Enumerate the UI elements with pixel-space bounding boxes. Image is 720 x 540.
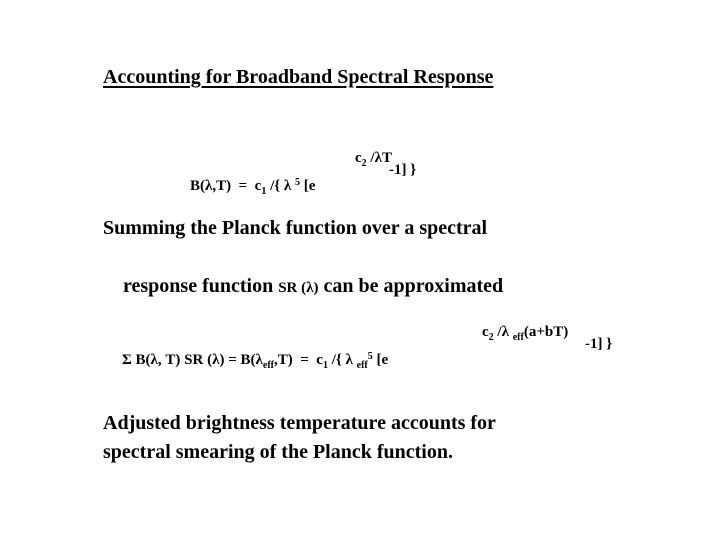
eq1-exponent	[340, 136, 392, 184]
eq1-lhs: B(λ,T) = c	[190, 178, 262, 194]
eq2-exponent	[467, 310, 568, 358]
eq1-main	[175, 163, 315, 212]
eq2-main	[107, 337, 388, 386]
eq2-power: 5	[367, 351, 373, 362]
para1-spectral-response: SR (λ)	[278, 280, 319, 296]
eq2-c1-subscript: 1	[322, 360, 328, 371]
paragraph-2-line-1: Adjusted brightness temperature accounts for	[103, 412, 496, 434]
eq2-lhs-eff-subscript: eff	[262, 360, 274, 371]
para1-line2-b: can be approximated	[318, 275, 504, 297]
eq1-exp-c-subscript: 2	[361, 158, 367, 169]
eq2-lhs: Σ B(λ, T) SR (λ) = B(λ	[122, 352, 263, 368]
eq2-exp-end: T)	[553, 324, 569, 340]
slide-title: Accounting for Broadband Spectral Response	[103, 66, 494, 88]
paragraph-1-line-1: Summing the Planck function over a spectral	[103, 217, 488, 239]
paragraph-1-line-2	[103, 243, 503, 332]
eq2-exp-c-subscript: 2	[488, 332, 494, 343]
paragraph-2-line-2: spectral smearing of the Planck function.	[103, 441, 453, 463]
eq2-exp-c: c	[482, 324, 489, 340]
eq1-c1-subscript: 1	[261, 186, 267, 197]
eq2-lhs-rest: ,T) = c	[273, 352, 323, 368]
eq1-tail: -1] }	[389, 162, 417, 178]
eq1-bracket: [e	[300, 178, 316, 194]
eq2-exp-rest: (a+b	[523, 324, 554, 340]
eq2-eff-subscript: eff	[356, 360, 368, 371]
eq1-power: 5	[295, 177, 301, 188]
eq2-exp-eff-subscript: eff	[512, 332, 524, 343]
eq1-exp-c: c	[355, 150, 362, 166]
eq2-tail: -1] }	[585, 336, 613, 352]
eq1-exp-rest: /λT	[366, 150, 392, 166]
eq2-mid: /{ λ	[327, 352, 357, 368]
eq2-exp-mid: /λ	[493, 324, 513, 340]
para1-line2-a: response function	[123, 275, 279, 297]
eq1-mid: /{ λ	[266, 178, 296, 194]
eq2-bracket: [e	[372, 352, 389, 368]
